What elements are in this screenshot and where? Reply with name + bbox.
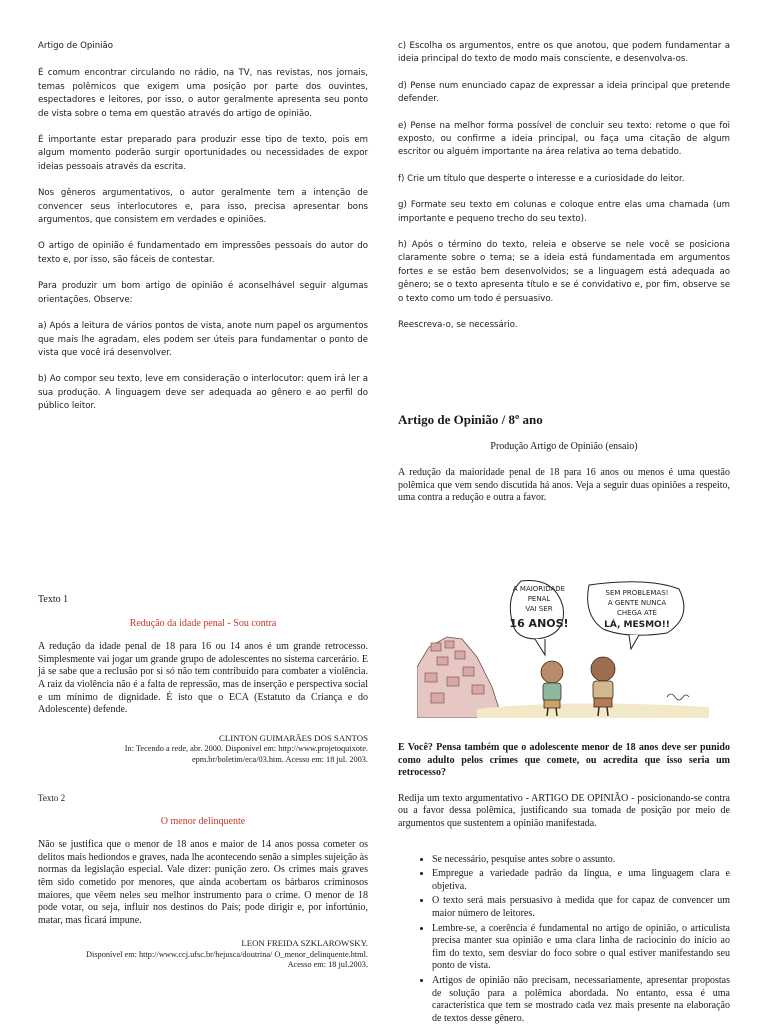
texto2-author: LEON FREIDA SZKLAROWSKY.	[241, 938, 368, 949]
activity-block	[398, 414, 730, 515]
cartoon-bubble-left-line: VAI SER	[525, 605, 553, 613]
texto1-title: Redução da idade penal - Sou contra	[129, 617, 277, 629]
guideline-b: b) Ao compor seu texto, leve em consideração o interlocutor: quem irá ler a sua produção. A linguagem deve ser adequada ao gênero e ao perfil do público leitor.	[38, 374, 368, 412]
cartoon-bubble-right-line: A GENTE NUNCA	[607, 599, 667, 607]
cartoon-boy-right	[591, 657, 615, 716]
texto1-label: Texto 1	[38, 594, 69, 605]
texto1-body: A redução da idade penal de 18 para 16 ou 14 anos é um grande retrocesso. Simplesmente vai jogar um grande grupo de adolescentes no sistema carcerário. E já se sabe que a reclusão por si só não tem contribuído para combater a violência. A raiz da violência não é a falta de repressão, mas de inserção e perspectiva social e um mínimo de dignidade. É isto que o ECA (Estatuto da Criança e do Adolescente) defende.	[38, 641, 368, 716]
texto2-block	[38, 792, 368, 971]
cartoon-boy-left	[541, 661, 563, 716]
guideline-a: a) Após a leitura de vários pontos de vista, anote num papel os argumentos que mais lhe agradam, eles podem ser úteis para fundamentar o ponto de vista que você irá desenvolver.	[38, 321, 368, 358]
intro-paragraph: É importante estar preparado para produzir esse tipo de texto, pois em algum momento poderão surgir oportunidades ou necessidades de expor ideias pessoais através da escrita.	[38, 135, 368, 172]
activity-heading: Artigo de Opinião / 8º ano	[398, 412, 543, 427]
guideline-d: d) Pense num enunciado capaz de expressar a ideia principal que pretende defender.	[398, 80, 730, 105]
cartoon-illustration	[417, 577, 709, 718]
cartoon-bubble-right-line: LÁ, MESMO!!	[604, 620, 670, 630]
intro-paragraph: Para produzir um bom artigo de opinião é aconselhável seguir algumas orientações. Observe:	[38, 281, 368, 305]
guideline-h: h) Após o término do texto, releia e observe se nele você se posiciona claramente sobre o tema; se a ideia está fundamentada em argumentos fortes e se estão bem desenvolvidos; se a linguagem está adequada ao gênero; se o texto apresenta título e se é convidativo e, por fim, observe se o texto como um todo é persuasivo.	[398, 240, 730, 304]
texto2-label: Texto 2	[38, 793, 66, 803]
guideline-g: g) Formate seu texto em colunas e coloque entre elas uma chamada (um importante e pequeno trecho do seu texto).	[398, 200, 730, 224]
guidelines-right-column	[398, 40, 730, 333]
intro-paragraph: É comum encontrar circulando no rádio, na TV, nas revistas, nos jornais, temas polêmicos que exigem uma posição por parte dos ouvintes, espectadores e leitores, por isso, o autor geralmente apresenta seu ponto de vista sobre o tema em questão através do artigo de opinião.	[38, 68, 368, 119]
tip-item: • Lembre-se, a coerência é fundamental no artigo de opinião, o articulista precisa manter sua opinião e uma clara linha de raciocínio do início ao fim do texto, sem desviar do foco sobre o qual estiver manifestando seu ponto de vista.	[432, 923, 730, 973]
cartoon-bubble-left-line: 16 ANOS!	[509, 617, 569, 630]
cartoon-bubble-left-line: PENAL	[527, 595, 551, 603]
tip-item: • Artigos de opinião não precisam, necessariamente, apresentar propostas de solução para a polêmica abordada. No entanto, essa é uma característica que tem se mostrado cada vez mais presente na elaboração de textos desse gênero.	[432, 975, 730, 1025]
intro-title: Artigo de Opinião	[38, 41, 114, 51]
activity-intro: A redução da maioridade penal de 18 para 16 anos ou menos é uma questão polêmica que vem sendo discutida há anos. Veja a seguir duas opiniões a respeito, uma contra a redução e outra a favor.	[398, 467, 730, 504]
texto2-title: O menor delinquente	[160, 815, 246, 827]
texto2-source: Disponível em: http://www.ccj.ufsc.br/hejusca/doutrina/ O_menor_delinquente.html.	[86, 949, 368, 959]
texto1-block	[38, 594, 368, 765]
rewrite-note: Reescreva-o, se necessário.	[398, 320, 518, 331]
texto2-body: Não se justifica que o menor de 18 anos e maior de 14 anos possa cometer os delitos mais hediondos e graves, nada lhe acontecendo senão a simples sujeição às normas da legislação especial. Vale dizer: punição zero. Os crimes mais graves têm sido cometido por menores, que ainda acobertam os bárbaros criminosos maiores, que vêem neles seu melhor instrumento para o crime. O menor de 18 pode votar, ou seja, influir nos destinos do País; pode dirigir e, por infortúnio, matar, mas ficará impune.	[38, 839, 368, 926]
intro-paragraph: Nos gêneros argumentativos, o autor geralmente tem a intenção de convencer seus interlocutores e, para isso, precisa apresentar bons argumentos, que consistem em verdades e opiniões.	[38, 188, 368, 226]
writing-task: Redija um texto argumentativo - ARTIGO DE OPINIÃO - posicionando-se contra ou a favor dessa polêmica, justificando sua tomada de posição por meio de argumentos que sustentem a opinião manifestada.	[398, 792, 730, 829]
intro-left-column	[38, 40, 368, 414]
tips-list	[398, 854, 730, 1026]
texto1-source: In: Tecendo a rede, abr. 2000. Disponível em: http://www.projetoquixote.	[124, 744, 368, 754]
texto1-source: epm.br/boletim/eca/03.htm. Acesso em: 18 jul. 2003.	[191, 754, 368, 764]
guideline-e: e) Pense na melhor forma possível de concluir seu texto: retome o que foi exposto, ou confirme a ideia principal, ou faça uma citação de algum escritor ou alguém importante na área relativa ao tema debatido.	[398, 120, 730, 158]
cartoon-signature	[667, 694, 689, 700]
tip-item: • Empregue a variedade padrão da língua, e uma linguagem clara e objetiva.	[432, 868, 730, 893]
guideline-c: c) Escolha os argumentos, entre os que anotou, que podem fundamentar a ideia principal do texto de modo mais consciente, e desenvolva-os.	[398, 41, 730, 65]
cartoon-bubble-right-line: CHEGA ATÉ	[617, 609, 657, 617]
guideline-f: f) Crie um título que desperte o interesse e a curiosidade do leitor.	[398, 173, 685, 184]
question-block	[398, 742, 730, 1027]
cartoon-bubble-right-line: SEM PROBLEMAS!	[605, 589, 669, 597]
texto2-source: Acesso em: 18 jul.2003.	[287, 960, 368, 970]
cartoon-bubble-left-line: A MAIORIDADE	[512, 585, 566, 593]
intro-paragraph: O artigo de opinião é fundamentado em impressões pessoais do autor do texto e, por isso, são fáceis de contestar.	[38, 241, 368, 265]
question-bold: E Você? Pensa também que o adolescente menor de 18 anos deve ser punido como adulto pelos crimes que comete, ou acredita que isso seria um retrocesso?	[398, 742, 730, 779]
texto1-author: CLINTON GUIMARÃES DOS SANTOS	[219, 732, 368, 743]
activity-subtitle: Produção Artigo de Opinião (ensaio)	[490, 440, 638, 452]
tip-item: • Se necessário, pesquise antes sobre o assunto.	[432, 854, 730, 867]
tip-item: • O texto será mais persuasivo à medida que for capaz de convencer um maior número de leitores.	[432, 895, 730, 920]
